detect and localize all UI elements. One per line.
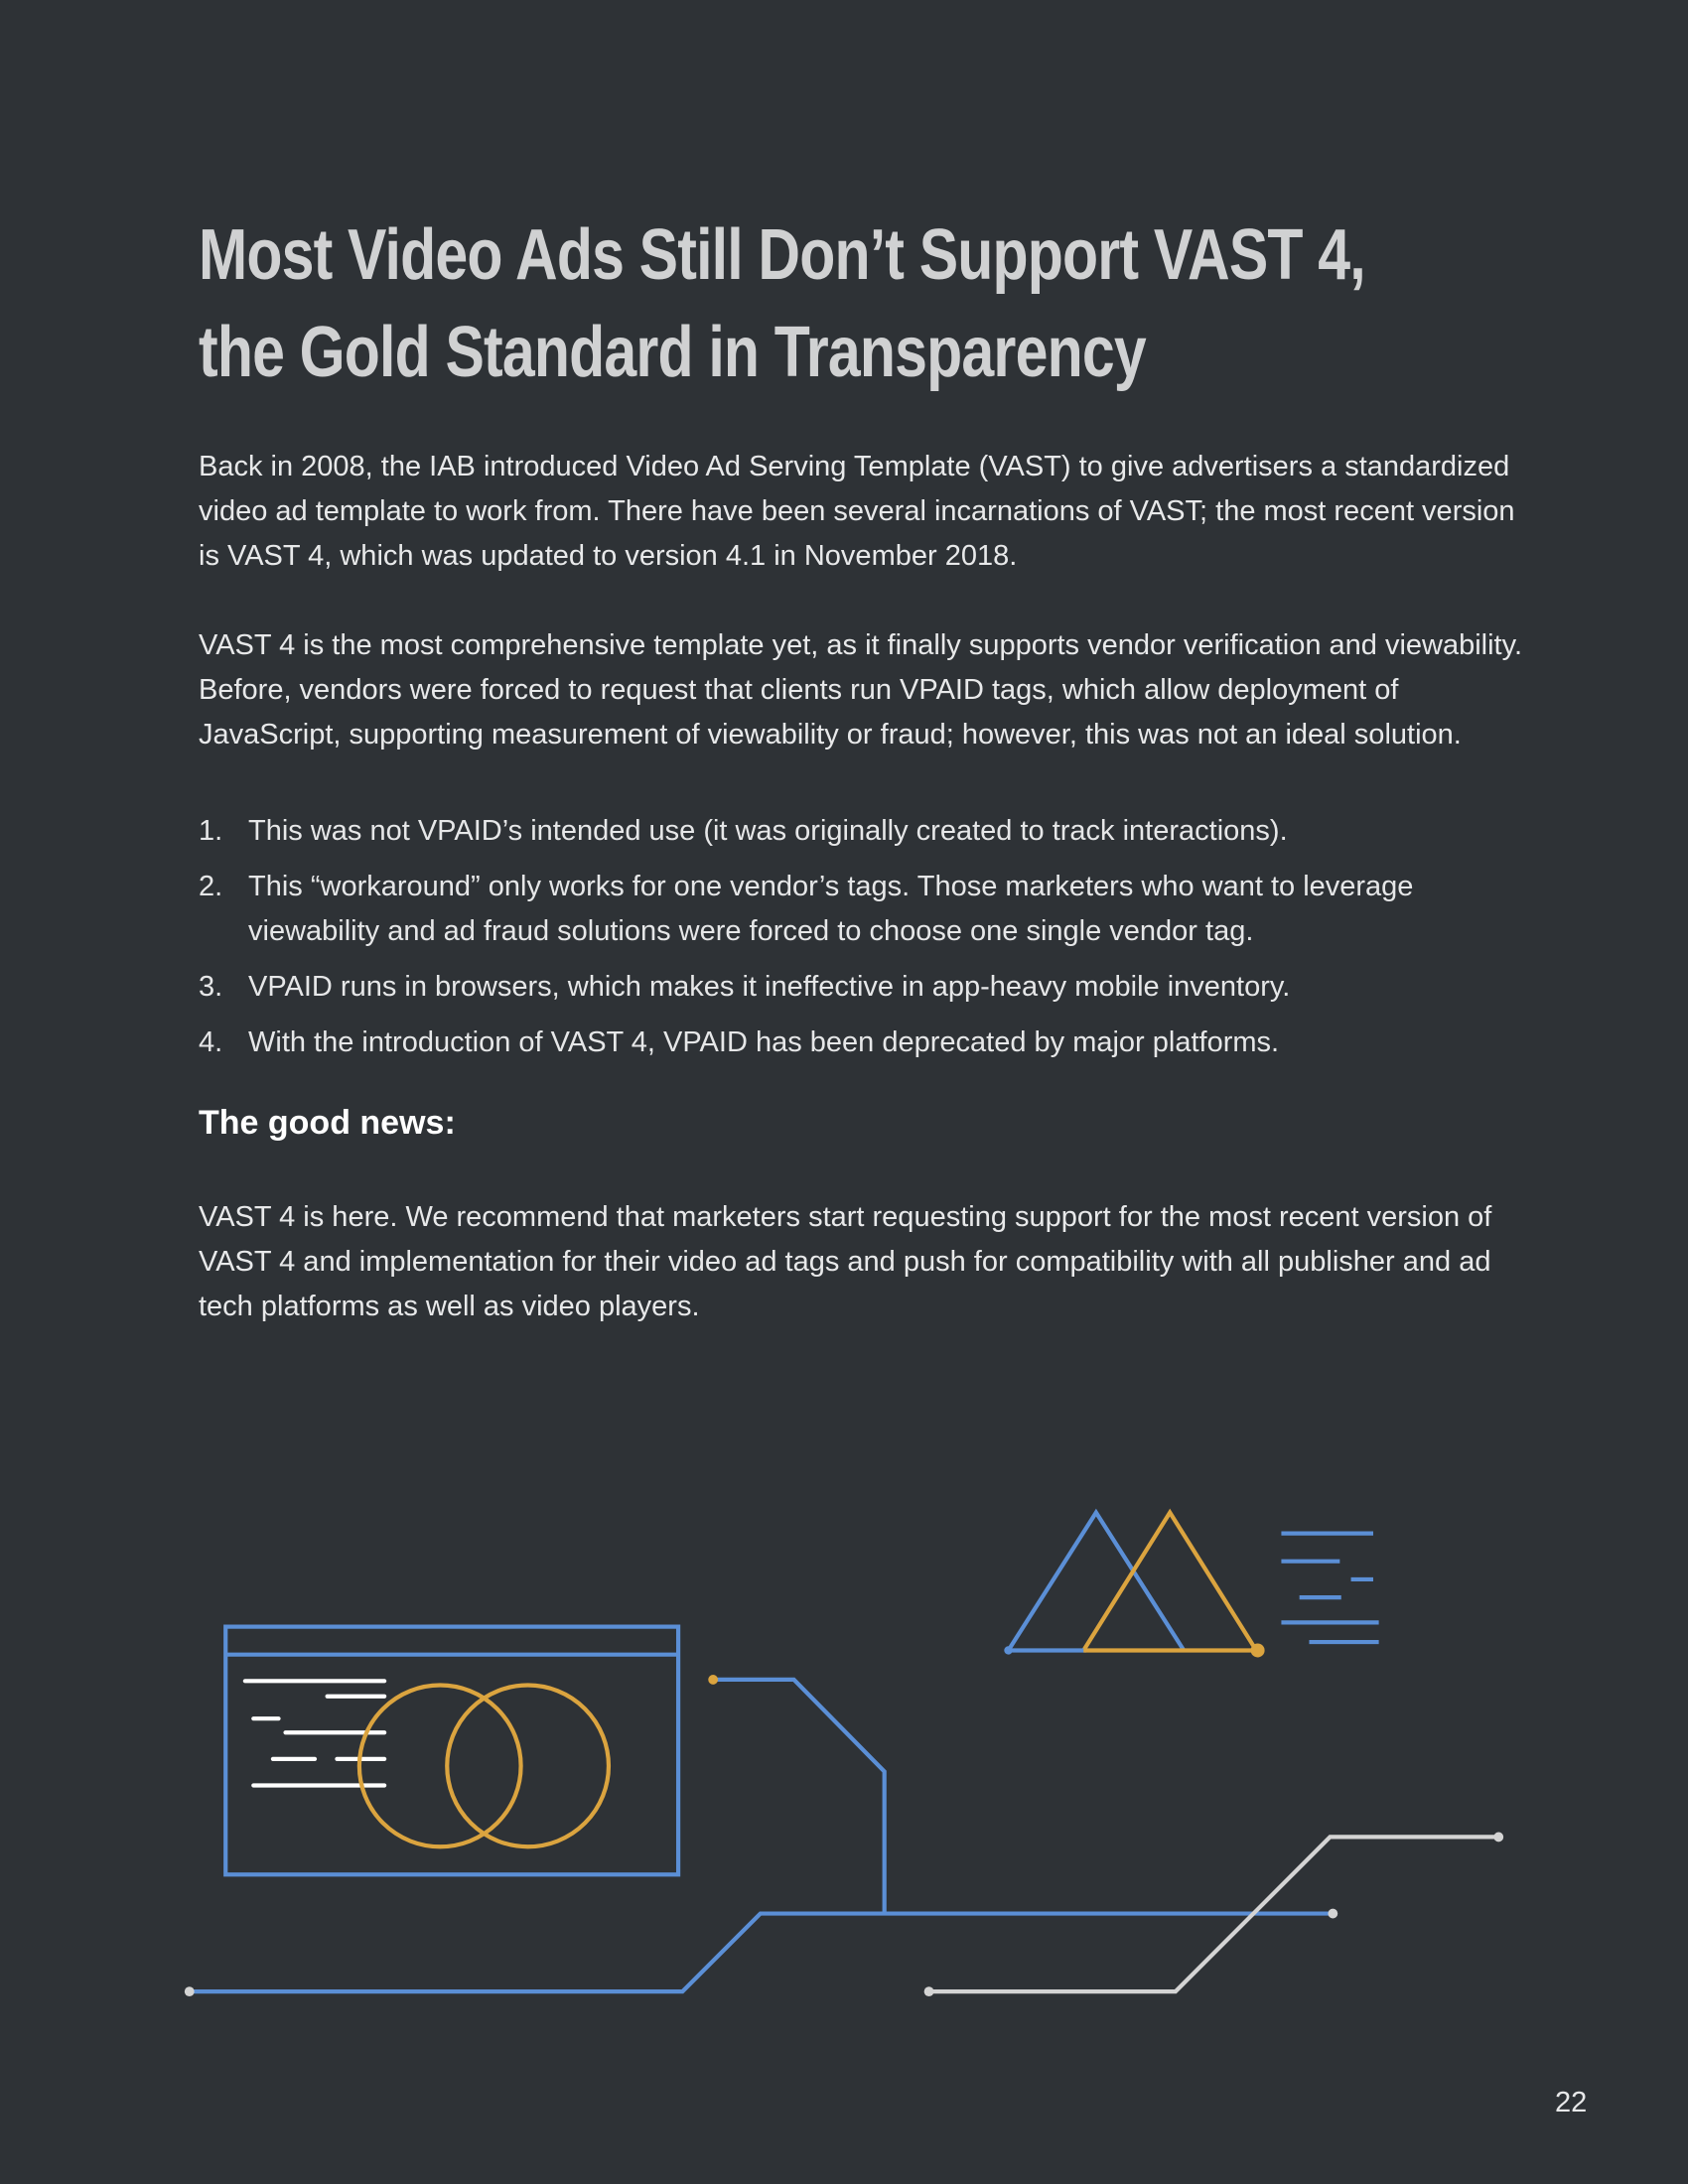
list-text: With the introduction of VAST 4, VPAID has been deprecated by major platforms. bbox=[248, 1026, 1280, 1058]
list-number: 3. bbox=[199, 971, 223, 1003]
title-line-1: Most Video Ads Still Don’t Support VAST 4, bbox=[199, 215, 1365, 295]
triangles-icon bbox=[1004, 1513, 1262, 1656]
list-text: This “workaround” only works for one vendor’s tags. Those marketers who want to leverage viewability and ad fraud solutions were forced to choose one single vendor tag. bbox=[248, 871, 1414, 947]
good-news-heading: The good news: bbox=[199, 1104, 456, 1142]
list-text: This was not VPAID’s intended use (it was originally created to track interactions). bbox=[248, 815, 1288, 847]
list-number: 4. bbox=[199, 1026, 223, 1058]
list-text: VPAID runs in browsers, which makes it ineffective in app-heavy mobile inventory. bbox=[248, 971, 1291, 1003]
good-news-paragraph: VAST 4 is here. We recommend that marketers start requesting support for the most recent version of VAST 4 and implementation for their video ad tags and push for compatibility with all publisher and ad tech platforms as well as video players. bbox=[199, 1201, 1492, 1322]
browser-window-icon bbox=[225, 1627, 678, 1875]
title-line-2: the Gold Standard in Transparency bbox=[199, 313, 1146, 392]
list-number: 1. bbox=[199, 815, 223, 847]
page-number: 22 bbox=[1555, 2087, 1588, 2118]
list-number: 2. bbox=[199, 871, 223, 902]
circuit-lines bbox=[185, 1675, 1503, 1996]
venn-circles-icon bbox=[359, 1686, 609, 1847]
vast4-paragraph: VAST 4 is the most comprehensive template yet, as it finally supports vendor verification and viewability. Before, vendors were forced to request that clients run VPAID tags, which allow deployment of JavaScript, supporting measurement of viewability or fraud; however, this was not an ideal solution. bbox=[199, 629, 1523, 751]
text-lines-icon bbox=[1281, 1534, 1378, 1642]
intro-paragraph: Back in 2008, the IAB introduced Video Ad Serving Template (VAST) to give advertisers a standardized video ad template to work from. There have been several incarnations of VAST; the most recent version is VAST 4, which was updated to version 4.1 in November 2018. bbox=[199, 451, 1515, 572]
